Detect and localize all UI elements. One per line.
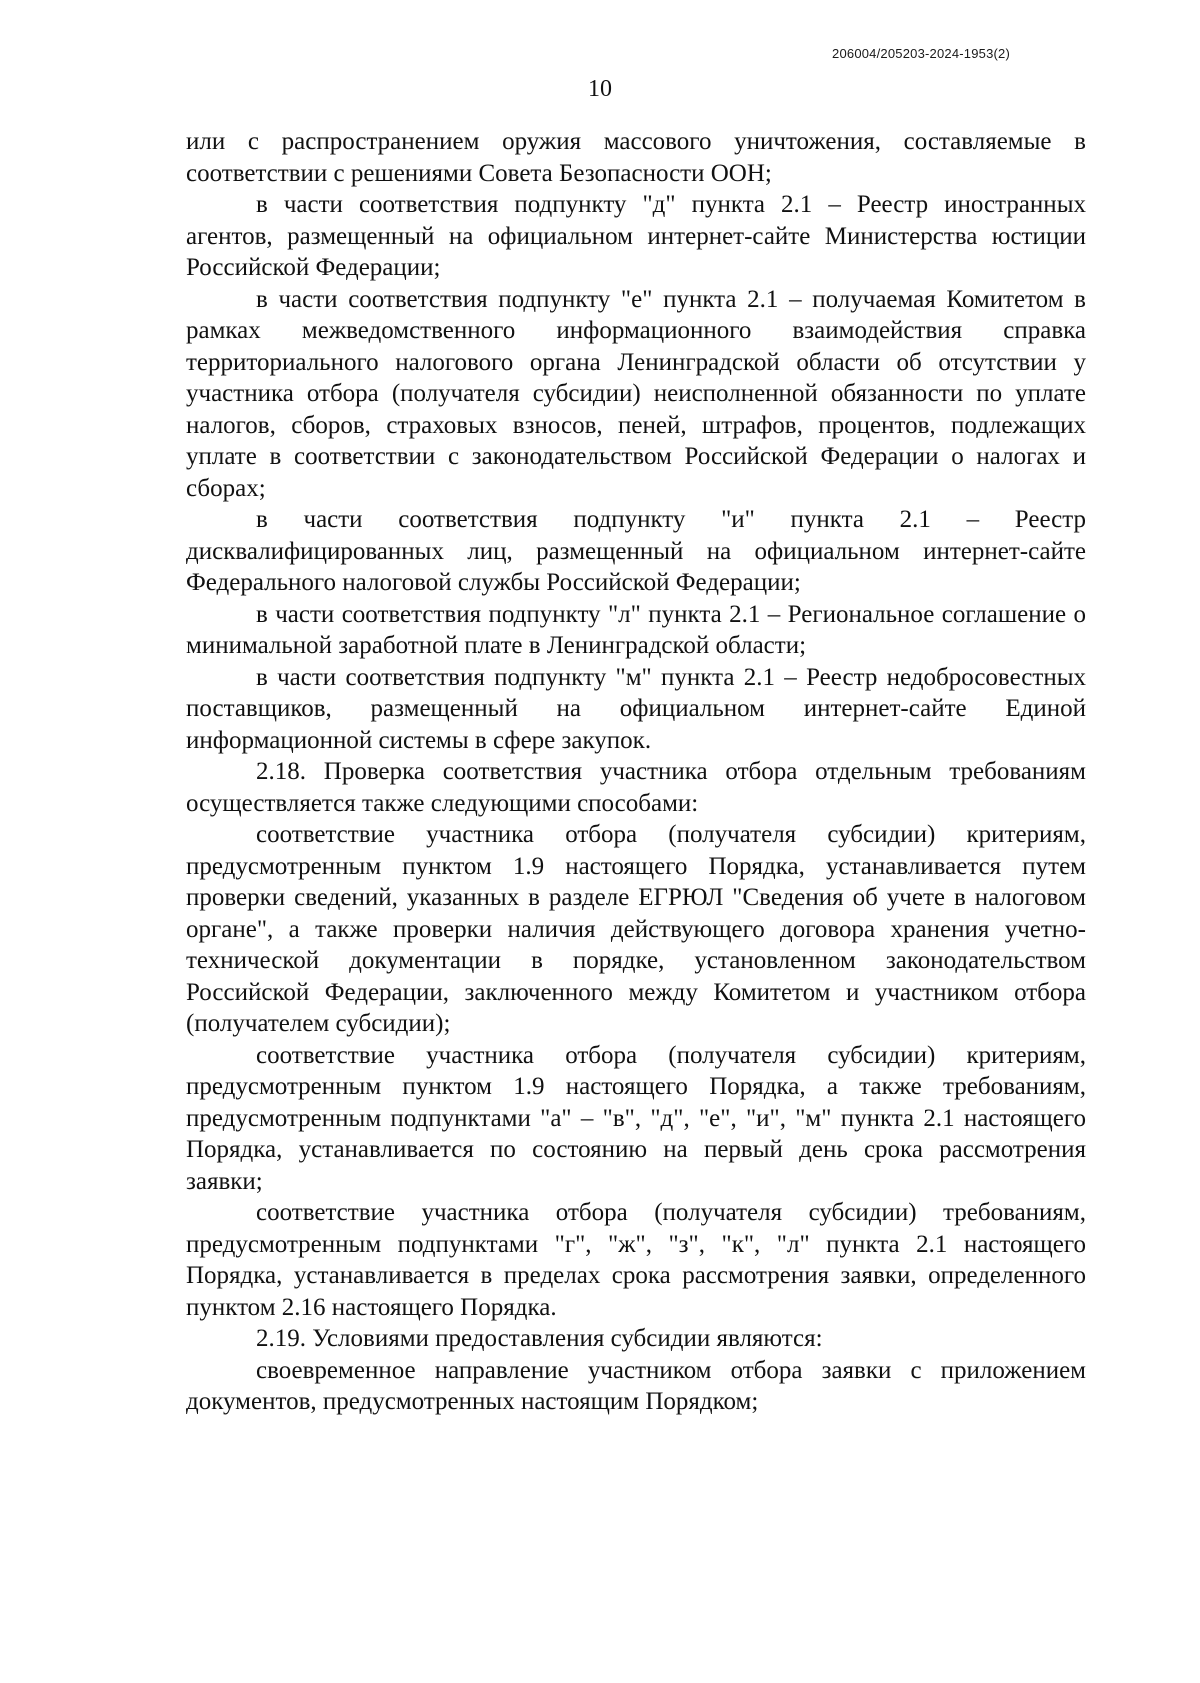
paragraph: в части соответствия подпункту "л" пункта 2.1 – Региональное соглашение о минимальной заработной плате в Ленинградской области; — [186, 600, 1086, 659]
paragraph-section-2-19: 2.19. Условиями предоставления субсидии являются: — [256, 1325, 823, 1352]
paragraph: в части соответствия подпункту "и" пункта 2.1 – Реестр дисквалифицированных лиц, размещенный на официальном интернет-сайте Федерального налоговой службы Российской Федерации; — [186, 506, 1086, 596]
paragraph: соответствие участника отбора (получателя субсидии) требованиям, предусмотренным подпунктами "г", "ж", "з", "к", "л" пункта 2.1 настоящего Порядка, устанавливается в пределах срока рассмотрения заявки, определенного пунктом 2.16 настоящего Порядка. — [186, 1199, 1086, 1321]
paragraph-continuation: или с распространением оружия массового уничтожения, составляемые в соответствии с решениями Совета Безопасности ООН; — [186, 128, 1086, 187]
paragraph: в части соответствия подпункту "м" пункта 2.1 – Реестр недобросовестных поставщиков, размещенный на официальном интернет-сайте Единой информационной системы в сфере закупок. — [186, 663, 1086, 754]
paragraph: своевременное направление участником отбора заявки с приложением документов, предусмотренных настоящим Порядком; — [186, 1356, 1086, 1415]
paragraph-section-2-18: 2.18. Проверка соответствия участника отбора отдельным требованиям осуществляется также следующими способами: — [186, 758, 1086, 817]
page-number: 10 — [588, 76, 612, 102]
document-id: 206004/205203-2024-1953(2) — [832, 46, 1010, 61]
paragraph: в части соответствия подпункту "е" пункта 2.1 – получаемая Комитетом в рамках межведомственного информационного взаимодействия справка территориального налогового органа Ленинградской области об отсутствии у участника отбора (получателя субсидии) неисполненной обязанности по уплате налогов, сборов, страховых взносов, пеней, штрафов, процентов, подлежащих уплате в соответствии с законодательством Российской Федерации о налогах и сборах; — [186, 285, 1086, 502]
paragraph: соответствие участника отбора (получателя субсидии) критериям, предусмотренным пунктом 1.9 настоящего Порядка, а также требованиям, предусмотренным подпунктами "а" – "в", "д", "е", "и", "м" пункта 2.1 настоящего Порядка, устанавливается по состоянию на первый день срока рассмотрения заявки; — [186, 1041, 1086, 1195]
paragraph: соответствие участника отбора (получателя субсидии) критериям, предусмотренным пунктом 1.9 настоящего Порядка, устанавливается путем проверки сведений, указанных в разделе ЕГРЮЛ "Сведения об учете в налоговом органе", а также проверки наличия действующего договора хранения учетно-технической документации в порядке, установленном законодательством Российской Федерации, заключенного между Комитетом и участником отбора (получателем субсидии); — [186, 821, 1086, 1037]
paragraph: в части соответствия подпункту "д" пункта 2.1 – Реестр иностранных агентов, размещенный на официальном интернет-сайте Министерства юстиции Российской Федерации; — [186, 191, 1086, 281]
document-body — [186, 126, 1086, 1418]
